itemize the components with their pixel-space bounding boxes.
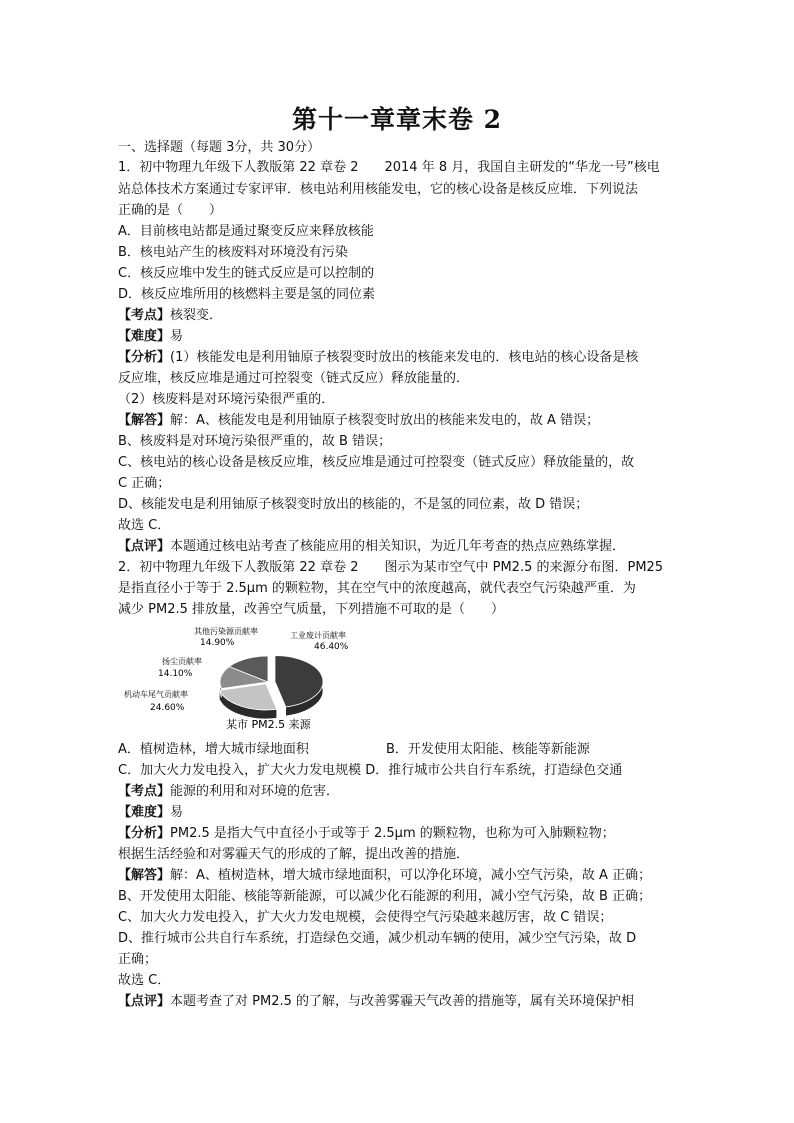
jieda-label: 【解答】 [118, 868, 171, 883]
q1-jieda-line: D、核能发电是利用铀原子核裂变时放出的核能的，不是氢的同位素，故 D 错误； [118, 497, 589, 512]
pie-value-vehicle: 24.60% [150, 703, 185, 713]
fenxi-label: 【分析】 [118, 826, 171, 841]
kaodian-label: 【考点】 [118, 784, 171, 799]
q1-jieda-line: B、核废料是对环境污染很严重的，故 B 错误； [118, 434, 392, 449]
q1-kaodian [118, 306, 678, 326]
pie-label-other: 其他污染源贡献率 [194, 627, 258, 636]
q2-fenxi-line: 根据生活经验和对雾霾天气的形成的了解，提出改善的措施． [118, 847, 470, 862]
dianping-text: 本题通过核电站考查了核能应用的相关知识，为近几年考查的热点应熟练掌握． [170, 539, 626, 554]
dianping-label: 【点评】 [118, 539, 171, 554]
fenxi-label: 【分析】 [118, 350, 171, 365]
q1-fenxi [118, 348, 678, 368]
dianping-text: 本题考查了对 PM2.5 的了解，与改善雾霾天气改善的措施等，属有关环境保护相 [170, 994, 635, 1009]
q2-option-b: B．开发使用太阳能、核能等新能源 [386, 742, 590, 757]
q1-jieda-line: C、核电站的核心设备是核反应堆，核反应堆是通过可控裂变（链式反应）释放能量的，故 [118, 455, 635, 470]
q1-jieda-line: C 正确； [118, 476, 171, 491]
pie-label-vehicle: 机动车尾气贡献率 [124, 690, 188, 699]
q2-option-c: C．加大火力发电投入，扩大火力发电规模 [118, 763, 362, 778]
q2-stem-line: 减少 PM2.5 排放量，改善空气质量，下列措施不可取的是（ ） [118, 602, 504, 617]
q1-option-c: C．核反应堆中发生的链式反应是可以控制的 [118, 266, 375, 281]
q2-jieda-line: 正确； [118, 952, 158, 967]
jieda-text: 解：A、核能发电是利用铀原子核裂变时放出的核能来发电的，故 A 错误； [170, 413, 600, 428]
nandu-text: 易 [170, 805, 184, 820]
nandu-text: 易 [170, 329, 184, 344]
q1-jieda [118, 411, 678, 431]
pie-value-other: 14.90% [200, 638, 235, 648]
section-heading: 一、选择题（每题 3分，共 30分） [118, 140, 321, 155]
q2-stem-line: 是指直径小于等于 2.5μm 的颗粒物，其在空气中的浓度越高，就代表空气污染越严重．为 [118, 581, 636, 596]
pm25-pie-chart [118, 624, 348, 736]
q1-option-d: D．核反应堆所用的核燃料主要是氢的同位素 [118, 287, 376, 302]
jieda-label: 【解答】 [118, 413, 171, 428]
pie-value-industry: 46.40% [314, 642, 348, 652]
q2-option-d: D．推行城市公共自行车系统，打造绿色交通 [365, 763, 623, 778]
q2-options-row [118, 740, 678, 760]
q2-jieda-line: B、开发使用太阳能、核能等新能源，可以减少化石能源的利用，减小空气污染，故 B 正确； [118, 889, 652, 904]
q2-stem-line: 2．初中物理九年级下人教版第 22 章卷 2 图示为某市空气中 PM2.5 的来源分布图．PM25 [118, 560, 664, 575]
nandu-label: 【难度】 [118, 329, 171, 344]
q1-dianping [118, 537, 678, 557]
q1-answer: 故选 C． [118, 518, 171, 533]
fenxi-text: PM2.5 是指大气中直径小于或等于 2.5μm 的颗粒物，也称为可入肺颗粒物； [170, 826, 615, 841]
q2-fenxi [118, 824, 678, 844]
fenxi-text: (1）核能发电是利用铀原子核裂变时放出的核能来发电的．核电站的核心设备是核 [170, 350, 639, 365]
pie-label-industry: 工业废计贡献率 [290, 631, 346, 640]
chart-title: 某市 PM2.5 来源 [226, 718, 311, 731]
kaodian-text: 核裂变． [170, 308, 223, 323]
q2-answer: 故选 C． [118, 973, 171, 988]
q1-stem-line: 站总体技术方案通过专家评审．核电站利用核能发电，它的核心设备是核反应堆．下列说法 [118, 182, 639, 197]
q2-nandu [118, 803, 678, 823]
q1-fenxi-line: 反应堆，核反应堆是通过可控裂变（链式反应）释放能量的． [118, 371, 470, 386]
q1-stem-line: 1．初中物理九年级下人教版第 22 章卷 2 2014 年 8 月，我国自主研发的“华龙一号”核电 [118, 160, 660, 175]
jieda-text: 解：A、植树造林，增大城市绿地面积，可以净化环境，减小空气污染，故 A 正确； [170, 868, 652, 883]
q1-option-a: A．目前核电站都是通过聚变反应来释放核能 [118, 224, 374, 239]
q2-option-a: A．植树造林，增大城市绿地面积 [118, 742, 309, 757]
q1-nandu [118, 327, 678, 347]
q1-fenxi-line: （2）核废料是对环境污染很严重的． [118, 392, 335, 407]
pie-value-dust: 14.10% [158, 669, 193, 679]
page-title: 第十一章章末卷 2 [291, 105, 503, 134]
nandu-label: 【难度】 [118, 805, 171, 820]
pie-label-dust: 扬尘贡献率 [162, 657, 202, 666]
q2-jieda [118, 866, 678, 886]
q2-options-row [118, 761, 678, 781]
dianping-label: 【点评】 [118, 994, 171, 1009]
q2-jieda-line: D、推行城市公共自行车系统，打造绿色交通，减少机动车辆的使用，减少空气污染，故 D [118, 931, 637, 946]
kaodian-label: 【考点】 [118, 308, 171, 323]
q2-dianping [118, 992, 678, 1012]
q2-kaodian [118, 782, 678, 802]
q1-option-b: B．核电站产生的核废料对环境没有污染 [118, 245, 348, 260]
q2-jieda-line: C、加大火力发电投入，扩大火力发电规模，会使得空气污染越来越厉害，故 C 错误； [118, 910, 613, 925]
q1-stem-line: 正确的是（ ） [118, 203, 223, 218]
kaodian-text: 能源的利用和对环境的危害． [170, 784, 340, 799]
